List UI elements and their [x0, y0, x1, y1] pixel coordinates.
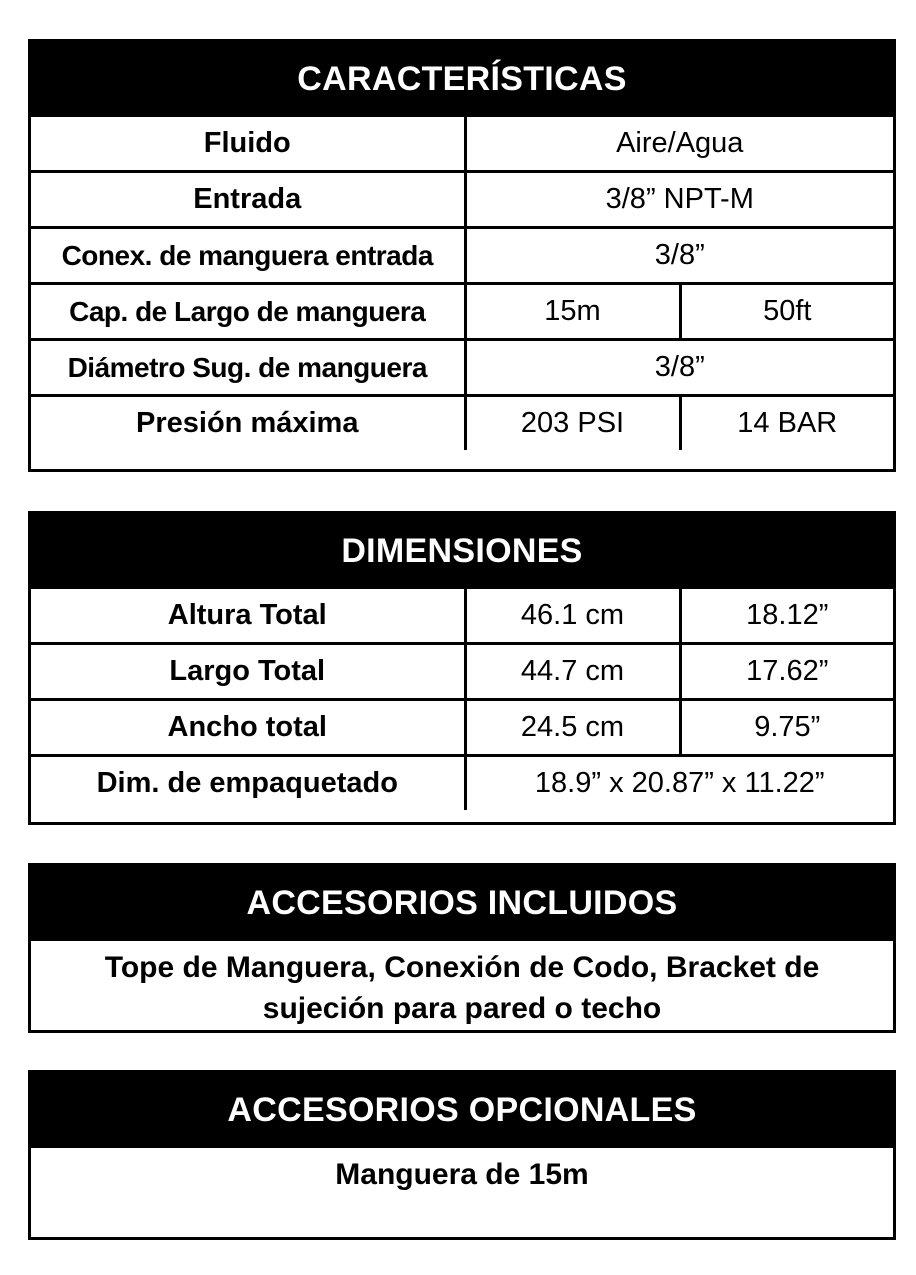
- accesorios-incluidos-line-1: Tope de Manguera, Conexión de Codo, Bracket de: [104, 951, 820, 984]
- row-label-diametro: Diámetro Sug. de manguera: [31, 340, 465, 396]
- row-value-altura-in: 18.12”: [680, 589, 893, 644]
- row-label-ancho: Ancho total: [31, 700, 465, 756]
- row-value-conex-manguera: 3/8”: [465, 228, 893, 284]
- row-value-fluido: Aire/Agua: [465, 117, 893, 172]
- row-value-empaquetado: 18.9” x 20.87” x 11.22”: [465, 756, 893, 811]
- dimensiones-section: [28, 511, 896, 825]
- accesorios-incluidos-section: [28, 863, 896, 1033]
- table-row: [31, 756, 893, 811]
- table-row: [31, 228, 893, 284]
- caracteristicas-table: [31, 117, 893, 450]
- table-row: [31, 284, 893, 340]
- caracteristicas-section: [28, 39, 896, 472]
- row-label-fluido: Fluido: [31, 117, 465, 172]
- table-row: [31, 117, 893, 172]
- table-row: [31, 172, 893, 228]
- row-value-diametro: 3/8”: [465, 340, 893, 396]
- row-label-altura: Altura Total: [31, 589, 465, 644]
- row-value-largo-cm: 44.7 cm: [465, 644, 680, 700]
- row-label-presion: Presión máxima: [31, 396, 465, 451]
- row-label-largo-manguera: Cap. de Largo de manguera: [31, 284, 465, 340]
- table-row: [31, 644, 893, 700]
- row-label-largo: Largo Total: [31, 644, 465, 700]
- row-value-largo-metric: 15m: [465, 284, 680, 340]
- caracteristicas-title: CARACTERÍSTICAS: [31, 42, 893, 117]
- row-label-conex-manguera: Conex. de manguera entrada: [31, 228, 465, 284]
- row-value-ancho-cm: 24.5 cm: [465, 700, 680, 756]
- row-value-presion-bar: 14 BAR: [680, 396, 893, 451]
- table-row: [31, 396, 893, 451]
- row-value-ancho-in: 9.75”: [680, 700, 893, 756]
- row-value-largo-in: 17.62”: [680, 644, 893, 700]
- accesorios-incluidos-text: [31, 941, 893, 1029]
- table-row: [31, 700, 893, 756]
- dimensiones-title: DIMENSIONES: [31, 514, 893, 589]
- accesorios-incluidos-title: ACCESORIOS INCLUIDOS: [31, 866, 893, 941]
- table-row: [31, 340, 893, 396]
- table-row: [31, 589, 893, 644]
- accesorios-opcionales-section: [28, 1070, 896, 1240]
- accesorios-incluidos-line-2: sujeción para pared o techo: [262, 992, 662, 1025]
- row-value-largo-imperial: 50ft: [680, 284, 893, 340]
- row-value-entrada: 3/8” NPT-M: [465, 172, 893, 228]
- row-value-presion-psi: 203 PSI: [465, 396, 680, 451]
- row-value-altura-cm: 46.1 cm: [465, 589, 680, 644]
- row-label-empaquetado: Dim. de empaquetado: [31, 756, 465, 811]
- accesorios-opcionales-text: Manguera de 15m: [335, 1158, 589, 1191]
- dimensiones-table: [31, 589, 893, 810]
- row-label-entrada: Entrada: [31, 172, 465, 228]
- accesorios-opcionales-title: ACCESORIOS OPCIONALES: [31, 1073, 893, 1148]
